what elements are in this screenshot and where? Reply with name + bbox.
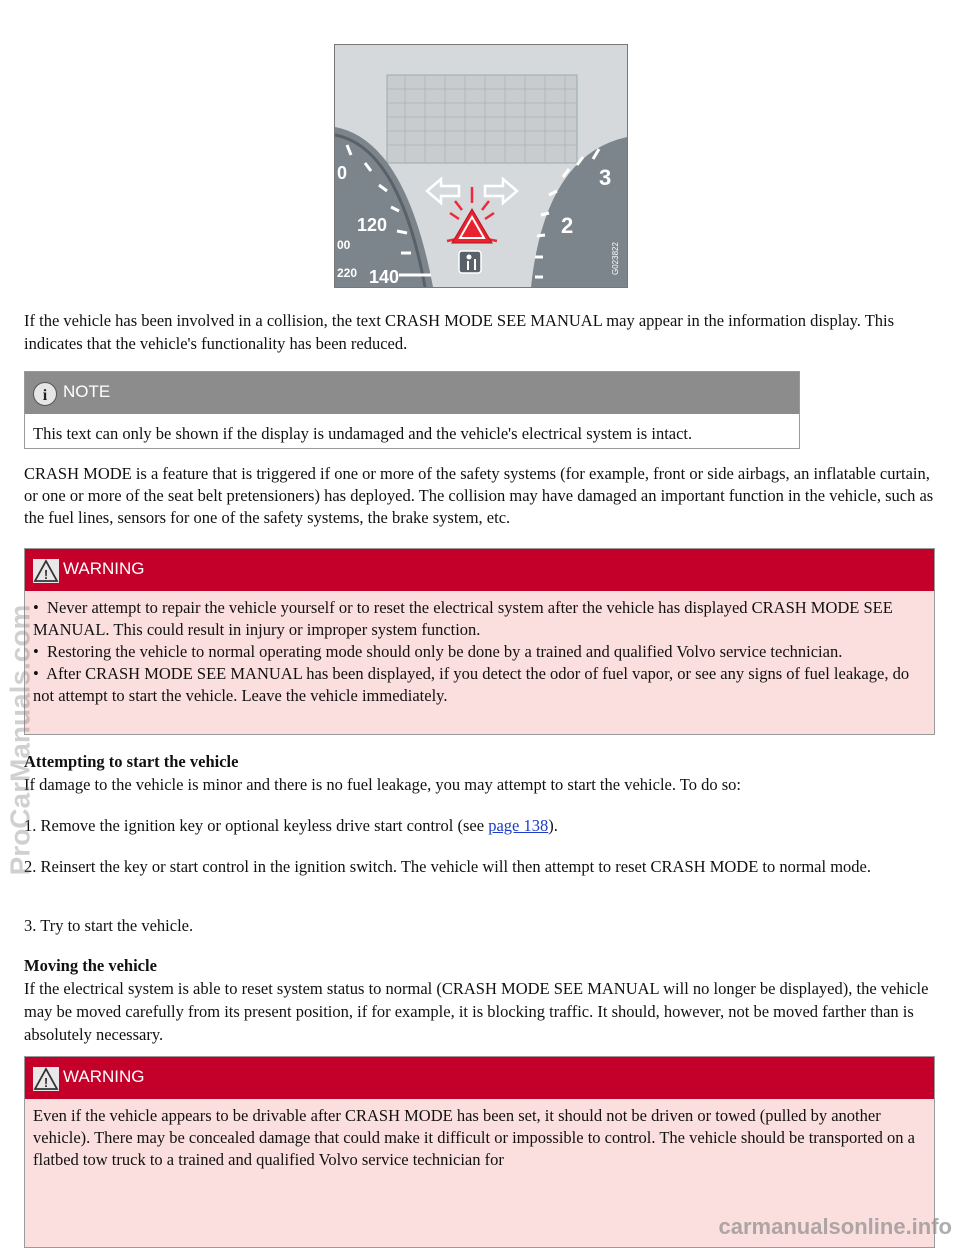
- warning-body-1: [25, 591, 934, 713]
- speed-label: 220: [337, 266, 358, 280]
- speed-label: 120: [357, 215, 388, 235]
- warning-header-2: [25, 1057, 934, 1099]
- note-title: NOTE: [63, 382, 111, 401]
- crash-mode-paragraph: CRASH MODE is a feature that is triggered if one or more of the safety systems (for example, front or side airbags, an inflatable curtain, or one or more of the seat belt pretensioners) has deployed. The collision may have damaged an important function in the vehicle, such as the fuel lines, sensors for one of the safety systems, the brake system, etc.: [24, 464, 934, 527]
- intro-paragraph: If the vehicle has been involved in a collision, the text CRASH MODE SEE MANUAL may appear in the information display. This indicates that the vehicle's functionality has been reduced.: [24, 311, 895, 353]
- figure-code: G023822: [611, 242, 620, 275]
- svg-text:!: !: [43, 1075, 49, 1090]
- warning-text-2: Even if the vehicle appears to be drivable after CRASH MODE has been set, it should not be driven or towed (pulled by another vehicle). There may be concealed damage that could make it difficult or impossible to control. The vehicle should be transported on a flatbed tow truck to a trained and qualified Volvo service technician for: [33, 1106, 916, 1169]
- moving-heading: Moving the vehicle: [24, 956, 157, 975]
- start-heading: Attempting to start the vehicle: [24, 752, 239, 771]
- srs-warning-icon: [459, 251, 481, 273]
- speed-label: 00: [337, 238, 351, 252]
- speed-label: 140: [369, 267, 400, 287]
- rpm-label: 2: [561, 213, 574, 238]
- information-display: [387, 75, 577, 163]
- start-step-1: 1. Remove the ignition key or optional keyless drive start control (see page 138).: [24, 816, 558, 835]
- start-intro: If damage to the vehicle is minor and there is no fuel leakage, you may attempt to start the vehicle. To do so:: [24, 775, 741, 794]
- instrument-cluster-illustration: [335, 45, 627, 287]
- warning-header-1: [25, 549, 934, 591]
- instrument-cluster-figure: [334, 44, 628, 288]
- warning-bullet: • Never attempt to repair the vehicle yourself or to reset the electrical system after the vehicle has displayed CRASH MODE SEE MANUAL. This could result in injury or improper system function.: [33, 598, 893, 639]
- warning-title-2: WARNING: [63, 1067, 145, 1086]
- warning-bullet: • Restoring the vehicle to normal operating mode should only be done by a trained and qualified Volvo service technician.: [33, 642, 843, 661]
- warning-title-1: WARNING: [63, 559, 145, 578]
- warning-bullet: • After CRASH MODE SEE MANUAL has been displayed, if you detect the odor of fuel vapor, or see any signs of fuel leakage, do not attempt to start the vehicle. Leave the vehicle immediately.: [33, 664, 910, 705]
- warning-box-1: [24, 548, 935, 735]
- speed-label: 0: [337, 163, 348, 183]
- warning-triangle-icon: [33, 1067, 59, 1091]
- svg-text:i: i: [42, 387, 48, 404]
- info-icon: [33, 382, 57, 406]
- side-watermark: ProCarManuals.com: [4, 604, 36, 876]
- rpm-label: 3: [599, 165, 612, 190]
- moving-paragraph: If the electrical system is able to reset system status to normal (CRASH MODE SEE MANUAL will no longer be displayed), the vehicle may be moved carefully from its present position, if for example, it is blocking traffic. It should, however, not be moved farther than is absolutely necessary.: [24, 979, 929, 1044]
- page-138-link[interactable]: page 138: [488, 816, 549, 835]
- footer-watermark: carmanualsonline.info: [718, 1214, 952, 1239]
- note-box: [24, 371, 800, 449]
- note-header: [25, 372, 799, 414]
- start-step-2: 2. Reinsert the key or start control in the ignition switch. The vehicle will then attempt to reset CRASH MODE to normal mode.: [24, 857, 872, 876]
- svg-text:!: !: [43, 567, 49, 582]
- note-text: This text can only be shown if the display is undamaged and the vehicle's electrical system is intact.: [33, 424, 693, 443]
- start-step-3: 3. Try to start the vehicle.: [24, 916, 194, 935]
